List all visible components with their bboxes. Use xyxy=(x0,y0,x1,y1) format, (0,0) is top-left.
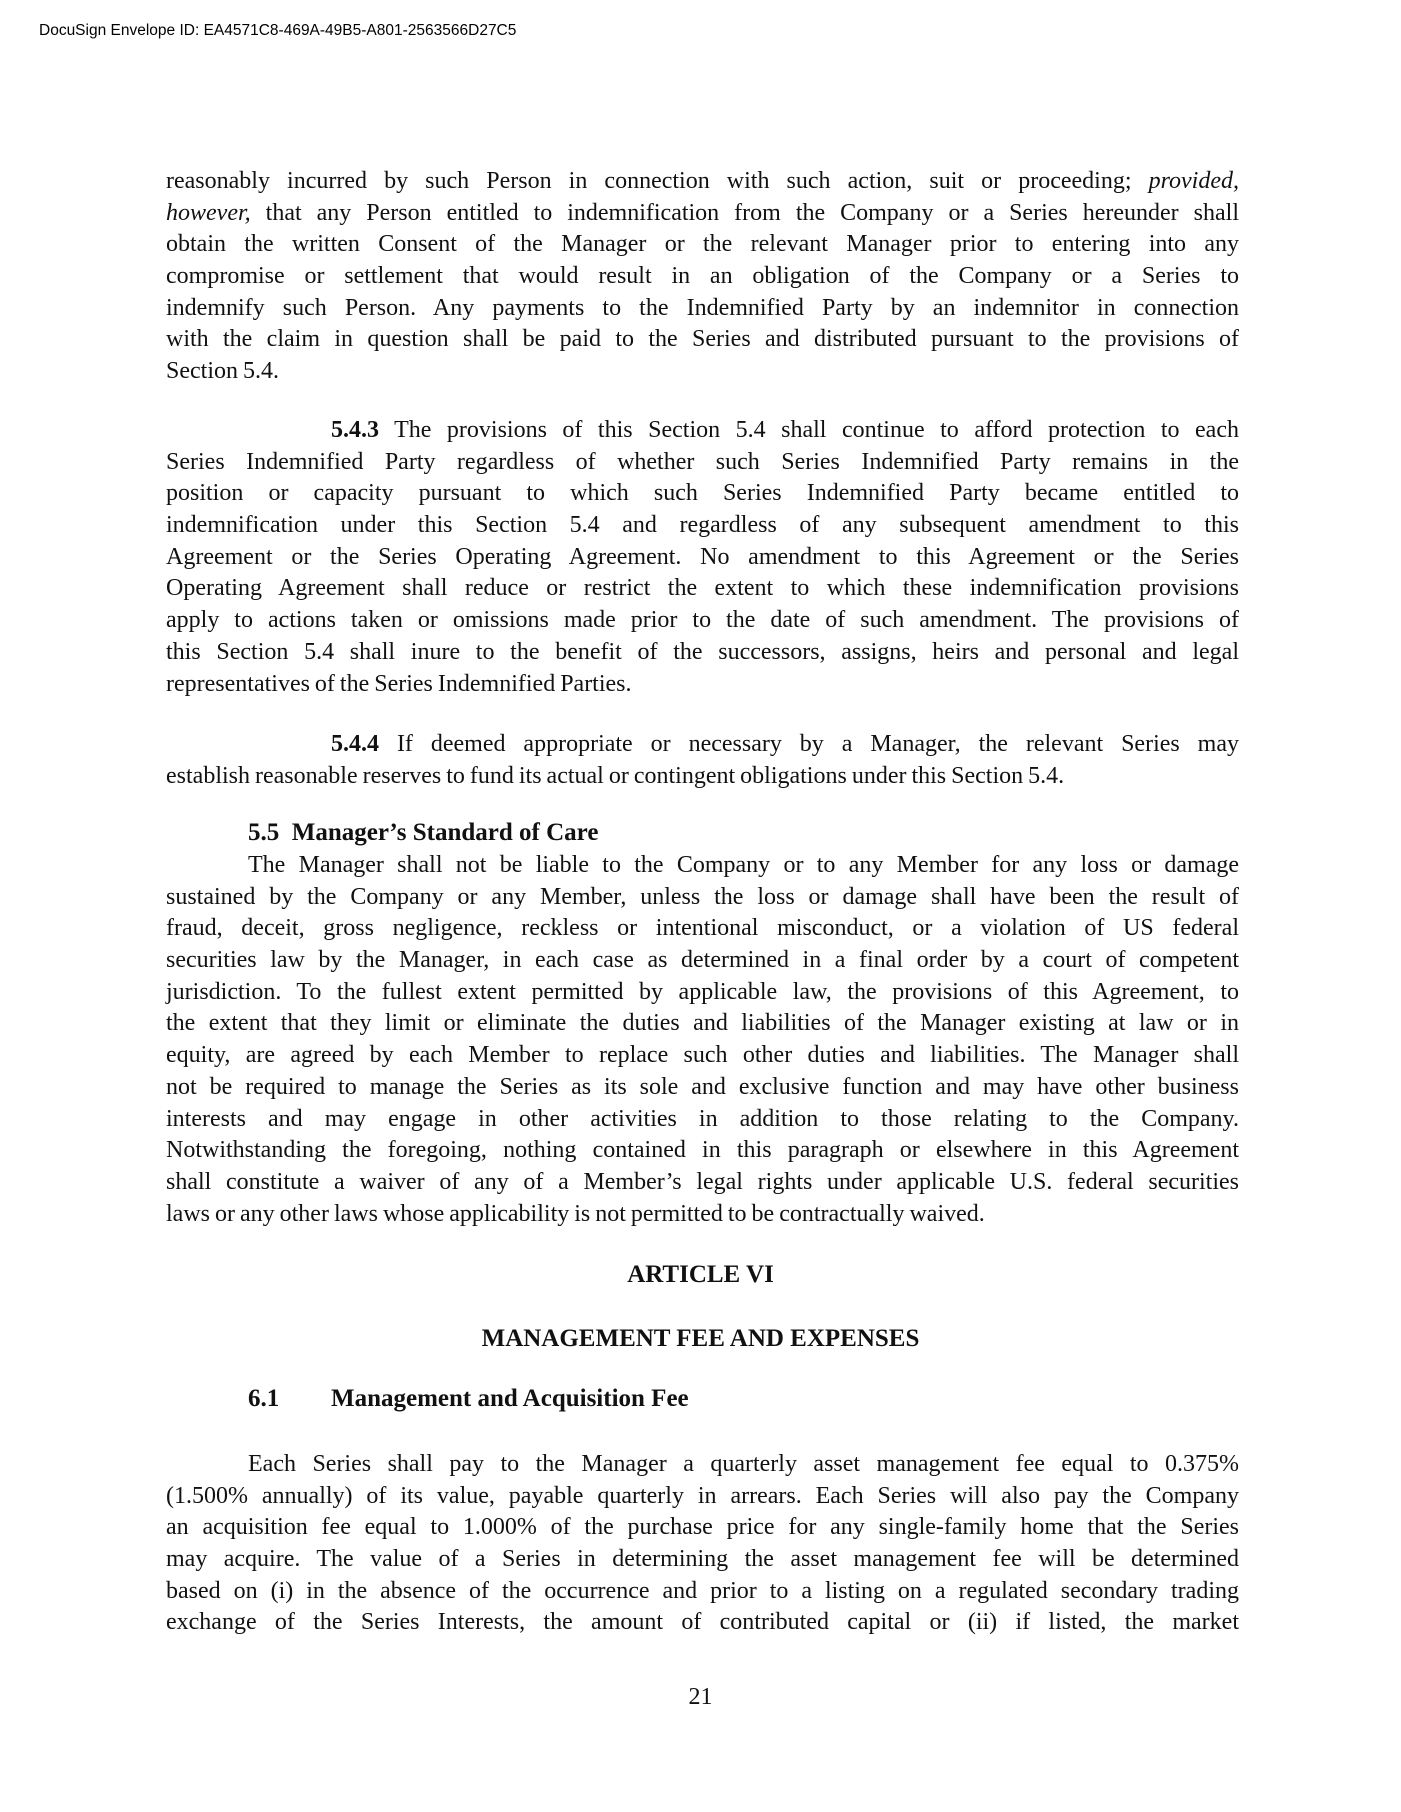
text-line xyxy=(166,1512,1239,1544)
text-segment: Agreement or the Series Operating Agreement. No amendment to this Agreement or the Series xyxy=(166,543,1239,570)
text-line xyxy=(166,945,1239,977)
text-segment: fraud, deceit, gross negligence, reckless or intentional misconduct, or a violation of US federal xyxy=(166,915,1239,942)
text-line xyxy=(166,882,1239,914)
text-line xyxy=(166,1008,1239,1040)
text-segment: establish reasonable reserves to fund its actual or contingent obligations under this Section 5.4. xyxy=(166,762,1065,789)
text-segment: based on (i) in the absence of the occurrence and prior to a listing on a regulated secondary trading xyxy=(166,1577,1239,1604)
article-heading: ARTICLE VI xyxy=(627,1261,774,1288)
text-line xyxy=(166,573,1239,605)
text-line xyxy=(166,447,1239,479)
text-line xyxy=(166,850,1239,882)
text-segment: The Manager shall not be liable to the Company or to any Member for any loss or damage xyxy=(248,852,1239,878)
italic-text: however, xyxy=(166,199,251,226)
section-5-4-3 xyxy=(166,415,1239,700)
text-line xyxy=(166,229,1239,261)
text-segment: obtain the written Consent of the Manager or the relevant Manager prior to entering into any xyxy=(166,231,1239,258)
text-line xyxy=(166,293,1239,325)
section-title: Management and Acquisition Fee xyxy=(331,1385,689,1412)
text-line xyxy=(166,1072,1239,1104)
text-segment: shall constitute a waiver of any of a Member’s legal rights under applicable U.S. federal securities xyxy=(166,1168,1239,1195)
text-line xyxy=(166,166,1239,198)
text-segment: Series Indemnified Party regardless of whether such Series Indemnified Party remains in the xyxy=(166,448,1239,475)
section-5-5-body xyxy=(166,850,1239,1230)
text-segment: not be required to manage the Series as its sole and exclusive function and may have other business xyxy=(166,1073,1239,1100)
text-line xyxy=(166,1040,1239,1072)
text-segment: securities law by the Manager, in each case as determined in a final order by a court of competent xyxy=(166,947,1239,974)
section-6-1-body xyxy=(166,1449,1239,1639)
text-segment: position or capacity pursuant to which such Series Indemnified Party became entitled to xyxy=(166,480,1239,507)
text-segment: The provisions of this Section 5.4 shall continue to afford protection to each xyxy=(379,417,1239,443)
text-segment: (1.500% annually) of its value, payable quarterly in arrears. Each Series will also pay the Company xyxy=(166,1482,1239,1509)
text-line xyxy=(166,1167,1239,1199)
text-line xyxy=(166,1544,1239,1576)
text-line xyxy=(166,324,1239,356)
text-line xyxy=(166,761,1239,793)
text-line xyxy=(166,977,1239,1009)
text-segment: that any Person entitled to indemnification from the Company or a Series hereunder shall xyxy=(250,199,1239,226)
text-segment: jurisdiction. To the fullest extent permitted by applicable law, the provisions of this Agreement, to xyxy=(166,978,1239,1005)
text-line xyxy=(166,1135,1239,1167)
text-segment: If deemed appropriate or necessary by a Manager, the relevant Series may xyxy=(379,731,1239,757)
text-line xyxy=(166,1576,1239,1608)
text-line xyxy=(166,542,1239,574)
text-segment: interests and may engage in other activities in addition to those relating to the Company. xyxy=(166,1105,1239,1132)
section-number: 5.4.4 xyxy=(331,731,379,757)
section-number: 5.4.3 xyxy=(331,417,379,443)
text-segment: exchange of the Series Interests, the amount of contributed capital or (ii) if listed, the market xyxy=(166,1609,1239,1636)
text-line xyxy=(166,1104,1239,1136)
text-line xyxy=(166,913,1239,945)
section-5-4-4 xyxy=(166,729,1239,792)
text-line xyxy=(166,261,1239,293)
text-line xyxy=(166,1449,1239,1481)
section-6-1-heading xyxy=(248,1385,689,1413)
text-line xyxy=(166,605,1239,637)
text-line xyxy=(166,356,1239,388)
article-title: MANAGEMENT FEE AND EXPENSES xyxy=(481,1325,920,1352)
text-segment: Operating Agreement shall reduce or restrict the extent to which these indemnification provisions xyxy=(166,575,1239,602)
section-number: 5.5 xyxy=(248,819,280,846)
section-title: Manager’s Standard of Care xyxy=(291,819,599,846)
para-5-4-2-cont xyxy=(166,166,1239,388)
text-line xyxy=(166,637,1239,669)
text-segment: reasonably incurred by such Person in connection with such action, suit or proceeding; xyxy=(166,168,1149,194)
text-segment: compromise or settlement that would result in an obligation of the Company or a Series to xyxy=(166,263,1239,290)
italic-text: provided, xyxy=(1148,168,1239,194)
text-segment: apply to actions taken or omissions made prior to the date of such amendment. The provisions of xyxy=(166,607,1239,634)
text-line xyxy=(166,510,1239,542)
text-segment: indemnification under this Section 5.4 and regardless of any subsequent amendment to this xyxy=(166,512,1239,539)
text-segment: may acquire. The value of a Series in determining the asset management fee will be determined xyxy=(166,1546,1239,1573)
text-segment: Section 5.4. xyxy=(166,358,279,385)
text-line xyxy=(166,1481,1239,1513)
text-segment: an acquisition fee equal to 1.000% of the purchase price for any single-family home that the Series xyxy=(166,1514,1239,1541)
text-segment: laws or any other laws whose applicability is not permitted to be contractually waived. xyxy=(166,1200,985,1227)
page-number: 21 xyxy=(688,1684,713,1710)
text-segment: equity, are agreed by each Member to replace such other duties and liabilities. The Manager shall xyxy=(166,1042,1239,1069)
text-segment: representatives of the Series Indemnified Parties. xyxy=(166,670,632,697)
text-line xyxy=(166,1199,1239,1231)
text-segment: Each Series shall pay to the Manager a quarterly asset management fee equal to 0.375% xyxy=(248,1451,1239,1477)
text-segment: the extent that they limit or eliminate the duties and liabilities of the Manager existing at law or in xyxy=(166,1010,1239,1037)
docusign-envelope-id: DocuSign Envelope ID: EA4571C8-469A-49B5-A801-2563566D27C5 xyxy=(39,22,517,39)
section-5-5-heading xyxy=(248,819,598,847)
text-line xyxy=(166,1607,1239,1639)
text-segment: this Section 5.4 shall inure to the benefit of the successors, assigns, heirs and personal and legal xyxy=(166,638,1239,665)
section-number: 6.1 xyxy=(248,1385,280,1412)
text-line xyxy=(166,198,1239,230)
text-segment: with the claim in question shall be paid to the Series and distributed pursuant to the provisions of xyxy=(166,326,1239,353)
text-line xyxy=(166,478,1239,510)
text-segment: Notwithstanding the foregoing, nothing contained in this paragraph or elsewhere in this Agreement xyxy=(166,1137,1239,1164)
text-line xyxy=(166,729,1239,761)
text-segment: indemnify such Person. Any payments to the Indemnified Party by an indemnitor in connection xyxy=(166,294,1239,321)
text-line xyxy=(166,415,1239,447)
text-segment: sustained by the Company or any Member, unless the loss or damage shall have been the result of xyxy=(166,883,1239,910)
text-line xyxy=(166,669,1239,701)
